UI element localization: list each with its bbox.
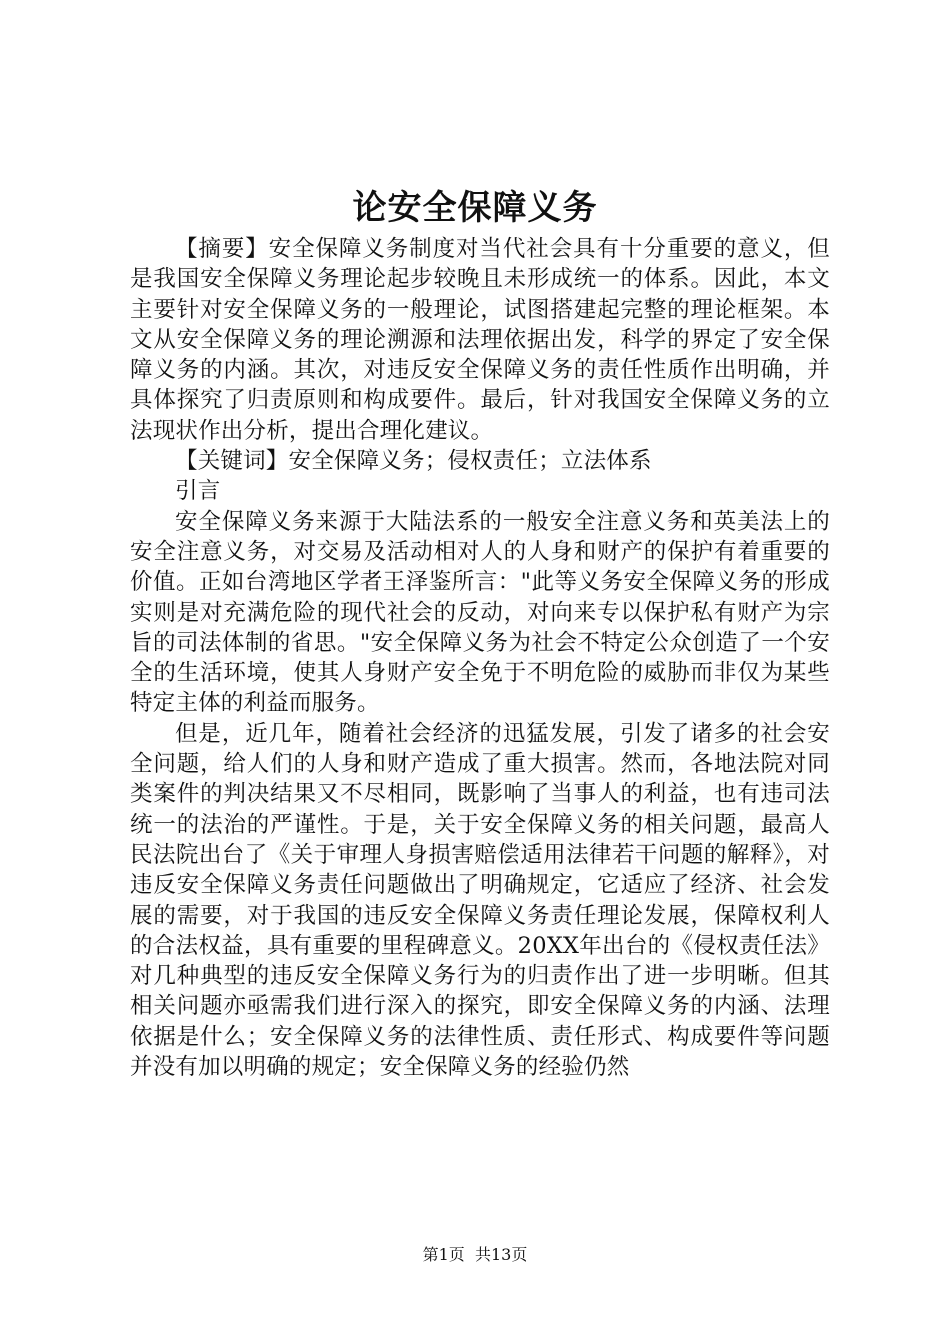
document-body bbox=[130, 234, 830, 1082]
footer-spacer bbox=[465, 1245, 475, 1264]
section-heading-introduction: 引言 bbox=[175, 478, 221, 505]
body-paragraph: 但是，近几年，随着社会经济的迅猛发展，引发了诸多的社会安全问题，给人们的人身和财产造成了重大损害。然而，各地法院对同类案件的判决结果又不尽相同，既影响了当事人的利益，也有违司法统一的法治的严谨性。于是，关于安全保障义务的相关问题，最高人民法院出台了《关于审理人身损害赔偿适用法律若干问题的解释》，对违反安全保障义务责任问题做出了明确规定，它适应了经济、社会发展的需要，对于我国的违反安全保障义务责任理论发展，保障权利人的合法权益，具有重要的里程碑意义。20XX年出台的《侵权责任法》对几种典型的违反安全保障义务行为的归责作出了进一步明晰。但其相关问题亦亟需我们进行深入的探究，即安全保障义务的内涵、法理依据是什么；安全保障义务的法律性质、责任形式、构成要件等问题并没有加以明确的规定；安全保障义务的经验仍然 bbox=[130, 720, 830, 1081]
abstract-paragraph: 【摘要】安全保障义务制度对当代社会具有十分重要的意义，但是我国安全保障义务理论起步较晚且未形成统一的体系。因此，本文主要针对安全保障义务的一般理论，试图搭建起完整的理论框架。本文从安全保障义务的理论溯源和法理依据出发，科学的界定了安全保障义务的内涵。其次，对违反安全保障义务的责任性质作出明确，并具体探究了归责原则和构成要件。最后，针对我国安全保障义务的立法现状作出分析，提出合理化建议。 bbox=[130, 236, 830, 444]
document-title: 论安全保障义务 bbox=[352, 188, 598, 228]
body-paragraph: 安全保障义务来源于大陆法系的一般安全注意义务和英美法上的安全注意义务，对交易及活动相对人的人身和财产的保护有着重要的价值。正如台湾地区学者王泽鉴所言："此等义务安全保障义务的形成实则是对充满危险的现代社会的反动，对向来专以保护私有财产为宗旨的司法体制的省思。"安全保障义务为社会不特定公众创造了一个安全的生活环境，使其人身财产安全免于不明危险的威胁而非仅为某些特定主体的利益而服务。 bbox=[130, 508, 830, 717]
page-footer bbox=[0, 1244, 950, 1266]
keywords-paragraph: 【关键词】安全保障义务；侵权责任；立法体系 bbox=[175, 448, 652, 475]
page-number: 第1页 bbox=[422, 1245, 465, 1264]
page-total: 共13页 bbox=[474, 1245, 528, 1264]
